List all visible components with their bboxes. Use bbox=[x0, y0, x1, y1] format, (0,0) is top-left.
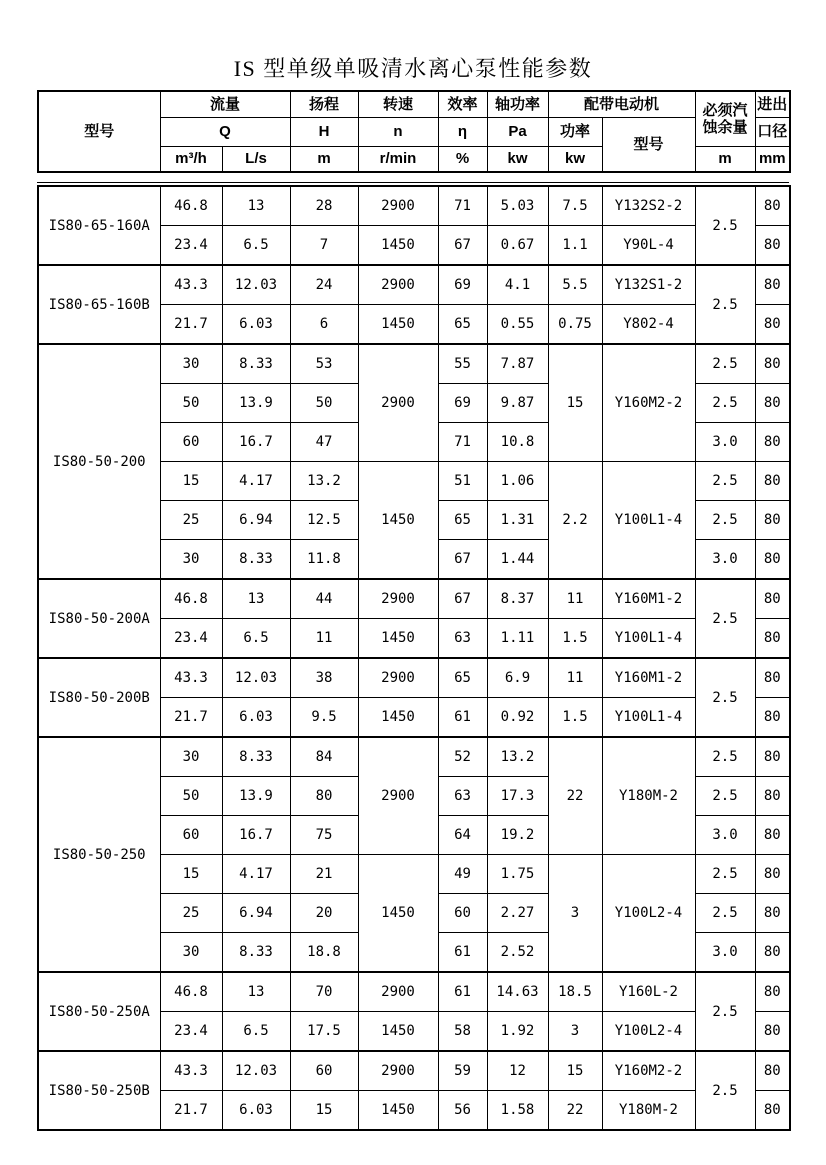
motor-model-cell: Y160M1-2 bbox=[602, 579, 695, 619]
head-cell: 13.2 bbox=[290, 462, 358, 501]
efficiency-cell: 64 bbox=[438, 816, 487, 855]
efficiency-cell: 60 bbox=[438, 894, 487, 933]
flow-ls-cell: 8.33 bbox=[222, 933, 290, 973]
npsh-cell: 2.5 bbox=[695, 777, 755, 816]
head-cell: 18.8 bbox=[290, 933, 358, 973]
speed-cell: 2900 bbox=[358, 658, 438, 698]
head-cell: 9.5 bbox=[290, 698, 358, 738]
motor-model-cell: Y100L1-4 bbox=[602, 462, 695, 580]
shaft-power-cell: 7.87 bbox=[487, 344, 548, 384]
efficiency-cell: 52 bbox=[438, 737, 487, 777]
table-row bbox=[38, 186, 790, 226]
shaft-power-cell: 0.67 bbox=[487, 226, 548, 266]
header-unit-head: m bbox=[290, 147, 358, 173]
header-flow: 流量 bbox=[160, 91, 290, 118]
npsh-cell: 3.0 bbox=[695, 933, 755, 973]
port-cell: 80 bbox=[755, 1091, 790, 1131]
port-cell: 80 bbox=[755, 972, 790, 1012]
shaft-power-cell: 6.9 bbox=[487, 658, 548, 698]
speed-cell: 2900 bbox=[358, 186, 438, 226]
header-table bbox=[37, 90, 791, 173]
header-unit-efficiency: % bbox=[438, 147, 487, 173]
shaft-power-cell: 1.75 bbox=[487, 855, 548, 894]
npsh-cell: 2.5 bbox=[695, 501, 755, 540]
efficiency-cell: 61 bbox=[438, 698, 487, 738]
motor-power-cell: 7.5 bbox=[548, 186, 602, 226]
shaft-power-cell: 4.1 bbox=[487, 265, 548, 305]
head-cell: 7 bbox=[290, 226, 358, 266]
flow-m3h-cell: 60 bbox=[160, 423, 222, 462]
flow-ls-cell: 4.17 bbox=[222, 855, 290, 894]
head-cell: 11.8 bbox=[290, 540, 358, 580]
shaft-power-cell: 2.52 bbox=[487, 933, 548, 973]
efficiency-cell: 63 bbox=[438, 777, 487, 816]
motor-power-cell: 22 bbox=[548, 737, 602, 855]
head-cell: 15 bbox=[290, 1091, 358, 1131]
flow-m3h-cell: 30 bbox=[160, 540, 222, 580]
head-cell: 21 bbox=[290, 855, 358, 894]
motor-power-cell: 22 bbox=[548, 1091, 602, 1131]
header-unit-ls: L/s bbox=[222, 147, 290, 173]
motor-power-cell: 5.5 bbox=[548, 265, 602, 305]
flow-ls-cell: 13 bbox=[222, 972, 290, 1012]
efficiency-cell: 51 bbox=[438, 462, 487, 501]
motor-power-cell: 3 bbox=[548, 1012, 602, 1052]
head-cell: 80 bbox=[290, 777, 358, 816]
header-head-symbol: H bbox=[290, 118, 358, 147]
motor-model-cell: Y160M2-2 bbox=[602, 344, 695, 462]
port-cell: 80 bbox=[755, 462, 790, 501]
speed-cell: 2900 bbox=[358, 972, 438, 1012]
efficiency-cell: 67 bbox=[438, 579, 487, 619]
motor-model-cell: Y100L1-4 bbox=[602, 619, 695, 659]
efficiency-cell: 67 bbox=[438, 540, 487, 580]
flow-m3h-cell: 46.8 bbox=[160, 186, 222, 226]
shaft-power-cell: 17.3 bbox=[487, 777, 548, 816]
flow-ls-cell: 16.7 bbox=[222, 423, 290, 462]
efficiency-cell: 67 bbox=[438, 226, 487, 266]
motor-model-cell: Y132S2-2 bbox=[602, 186, 695, 226]
speed-cell: 1450 bbox=[358, 619, 438, 659]
flow-m3h-cell: 43.3 bbox=[160, 1051, 222, 1091]
head-cell: 44 bbox=[290, 579, 358, 619]
shaft-power-cell: 14.63 bbox=[487, 972, 548, 1012]
efficiency-cell: 61 bbox=[438, 933, 487, 973]
flow-ls-cell: 13.9 bbox=[222, 777, 290, 816]
header-npsh bbox=[695, 91, 755, 147]
motor-model-cell: Y180M-2 bbox=[602, 1091, 695, 1131]
flow-ls-cell: 13 bbox=[222, 186, 290, 226]
motor-power-cell: 0.75 bbox=[548, 305, 602, 345]
port-cell: 80 bbox=[755, 816, 790, 855]
speed-cell: 1450 bbox=[358, 855, 438, 973]
model-cell: IS80-50-250B bbox=[38, 1051, 160, 1130]
shaft-power-cell: 0.92 bbox=[487, 698, 548, 738]
shaft-power-cell: 13.2 bbox=[487, 737, 548, 777]
speed-cell: 2900 bbox=[358, 737, 438, 855]
npsh-cell: 2.5 bbox=[695, 972, 755, 1051]
flow-ls-cell: 6.94 bbox=[222, 894, 290, 933]
npsh-cell: 2.5 bbox=[695, 462, 755, 501]
port-cell: 80 bbox=[755, 1051, 790, 1091]
flow-m3h-cell: 43.3 bbox=[160, 265, 222, 305]
shaft-power-cell: 1.06 bbox=[487, 462, 548, 501]
npsh-cell: 2.5 bbox=[695, 894, 755, 933]
flow-m3h-cell: 23.4 bbox=[160, 619, 222, 659]
head-cell: 47 bbox=[290, 423, 358, 462]
flow-ls-cell: 13.9 bbox=[222, 384, 290, 423]
header-row-1 bbox=[38, 91, 790, 118]
head-cell: 50 bbox=[290, 384, 358, 423]
efficiency-cell: 59 bbox=[438, 1051, 487, 1091]
flow-ls-cell: 12.03 bbox=[222, 1051, 290, 1091]
npsh-cell: 2.5 bbox=[695, 1051, 755, 1130]
shaft-power-cell: 5.03 bbox=[487, 186, 548, 226]
header-motor-power: 功率 bbox=[548, 118, 602, 147]
model-cell: IS80-65-160A bbox=[38, 186, 160, 265]
header-efficiency: 效率 bbox=[438, 91, 487, 118]
header-motor-group: 配带电动机 bbox=[548, 91, 695, 118]
speed-cell: 1450 bbox=[358, 462, 438, 580]
flow-m3h-cell: 46.8 bbox=[160, 579, 222, 619]
efficiency-cell: 69 bbox=[438, 384, 487, 423]
speed-cell: 1450 bbox=[358, 305, 438, 345]
flow-m3h-cell: 21.7 bbox=[160, 305, 222, 345]
model-cell: IS80-50-250A bbox=[38, 972, 160, 1051]
head-cell: 70 bbox=[290, 972, 358, 1012]
speed-cell: 2900 bbox=[358, 265, 438, 305]
shaft-power-cell: 1.92 bbox=[487, 1012, 548, 1052]
table-row bbox=[38, 344, 790, 384]
efficiency-cell: 65 bbox=[438, 305, 487, 345]
npsh-cell: 3.0 bbox=[695, 816, 755, 855]
shaft-power-cell: 1.58 bbox=[487, 1091, 548, 1131]
table-row bbox=[38, 1051, 790, 1091]
shaft-power-cell: 9.87 bbox=[487, 384, 548, 423]
flow-ls-cell: 6.5 bbox=[222, 619, 290, 659]
motor-model-cell: Y100L2-4 bbox=[602, 1012, 695, 1052]
header-port-line2: 口径 bbox=[755, 118, 790, 147]
flow-m3h-cell: 60 bbox=[160, 816, 222, 855]
motor-model-cell: Y180M-2 bbox=[602, 737, 695, 855]
flow-m3h-cell: 25 bbox=[160, 894, 222, 933]
flow-m3h-cell: 50 bbox=[160, 384, 222, 423]
efficiency-cell: 58 bbox=[438, 1012, 487, 1052]
motor-power-cell: 1.1 bbox=[548, 226, 602, 266]
table-row bbox=[38, 737, 790, 777]
header-shaft-power-symbol: Pa bbox=[487, 118, 548, 147]
flow-ls-cell: 6.03 bbox=[222, 698, 290, 738]
shaft-power-cell: 1.31 bbox=[487, 501, 548, 540]
flow-ls-cell: 6.5 bbox=[222, 226, 290, 266]
head-cell: 53 bbox=[290, 344, 358, 384]
flow-ls-cell: 6.03 bbox=[222, 305, 290, 345]
port-cell: 80 bbox=[755, 344, 790, 384]
efficiency-cell: 63 bbox=[438, 619, 487, 659]
motor-power-cell: 1.5 bbox=[548, 698, 602, 738]
motor-power-cell: 2.2 bbox=[548, 462, 602, 580]
motor-power-cell: 1.5 bbox=[548, 619, 602, 659]
speed-cell: 2900 bbox=[358, 344, 438, 462]
speed-cell: 2900 bbox=[358, 579, 438, 619]
header-flow-symbol: Q bbox=[160, 118, 290, 147]
head-cell: 20 bbox=[290, 894, 358, 933]
motor-power-cell: 11 bbox=[548, 579, 602, 619]
header-motor-model: 型号 bbox=[602, 118, 695, 173]
flow-m3h-cell: 21.7 bbox=[160, 698, 222, 738]
efficiency-cell: 65 bbox=[438, 658, 487, 698]
motor-power-cell: 15 bbox=[548, 1051, 602, 1091]
port-cell: 80 bbox=[755, 894, 790, 933]
efficiency-cell: 65 bbox=[438, 501, 487, 540]
port-cell: 80 bbox=[755, 619, 790, 659]
flow-m3h-cell: 25 bbox=[160, 501, 222, 540]
header-shaft-power: 轴功率 bbox=[487, 91, 548, 118]
npsh-cell: 2.5 bbox=[695, 579, 755, 658]
table-row bbox=[38, 579, 790, 619]
shaft-power-cell: 2.27 bbox=[487, 894, 548, 933]
header-efficiency-symbol: η bbox=[438, 118, 487, 147]
header-unit-m3h: m³/h bbox=[160, 147, 222, 173]
header-unit-npsh: m bbox=[695, 147, 755, 173]
efficiency-cell: 55 bbox=[438, 344, 487, 384]
port-cell: 80 bbox=[755, 226, 790, 266]
flow-m3h-cell: 15 bbox=[160, 855, 222, 894]
shaft-power-cell: 19.2 bbox=[487, 816, 548, 855]
flow-ls-cell: 8.33 bbox=[222, 344, 290, 384]
head-cell: 38 bbox=[290, 658, 358, 698]
head-cell: 75 bbox=[290, 816, 358, 855]
flow-m3h-cell: 50 bbox=[160, 777, 222, 816]
motor-power-cell: 3 bbox=[548, 855, 602, 973]
npsh-cell: 3.0 bbox=[695, 423, 755, 462]
header-npsh-line1: 必须汽 bbox=[702, 101, 748, 119]
shaft-power-cell: 8.37 bbox=[487, 579, 548, 619]
port-cell: 80 bbox=[755, 855, 790, 894]
header-speed-symbol: n bbox=[358, 118, 438, 147]
table-row bbox=[38, 265, 790, 305]
flow-ls-cell: 8.33 bbox=[222, 540, 290, 580]
flow-m3h-cell: 23.4 bbox=[160, 226, 222, 266]
header-head: 扬程 bbox=[290, 91, 358, 118]
flow-m3h-cell: 30 bbox=[160, 344, 222, 384]
motor-model-cell: Y100L1-4 bbox=[602, 698, 695, 738]
head-cell: 24 bbox=[290, 265, 358, 305]
data-table bbox=[37, 185, 791, 1131]
table-row bbox=[38, 972, 790, 1012]
motor-model-cell: Y160M1-2 bbox=[602, 658, 695, 698]
motor-model-cell: Y160M2-2 bbox=[602, 1051, 695, 1091]
flow-ls-cell: 12.03 bbox=[222, 658, 290, 698]
flow-m3h-cell: 30 bbox=[160, 933, 222, 973]
shaft-power-cell: 1.11 bbox=[487, 619, 548, 659]
port-cell: 80 bbox=[755, 579, 790, 619]
speed-cell: 2900 bbox=[358, 1051, 438, 1091]
model-cell: IS80-65-160B bbox=[38, 265, 160, 344]
port-cell: 80 bbox=[755, 186, 790, 226]
port-cell: 80 bbox=[755, 540, 790, 580]
shaft-power-cell: 12 bbox=[487, 1051, 548, 1091]
page-title: IS 型单级单吸清水离心泵性能参数 bbox=[233, 56, 593, 81]
port-cell: 80 bbox=[755, 698, 790, 738]
shaft-power-cell: 10.8 bbox=[487, 423, 548, 462]
head-cell: 17.5 bbox=[290, 1012, 358, 1052]
flow-ls-cell: 6.03 bbox=[222, 1091, 290, 1131]
header-port-line1: 进出 bbox=[755, 91, 790, 118]
flow-m3h-cell: 21.7 bbox=[160, 1091, 222, 1131]
motor-model-cell: Y100L2-4 bbox=[602, 855, 695, 973]
head-cell: 11 bbox=[290, 619, 358, 659]
table-row bbox=[38, 658, 790, 698]
motor-power-cell: 11 bbox=[548, 658, 602, 698]
shaft-power-cell: 1.44 bbox=[487, 540, 548, 580]
flow-m3h-cell: 46.8 bbox=[160, 972, 222, 1012]
efficiency-cell: 69 bbox=[438, 265, 487, 305]
header-model: 型号 bbox=[38, 91, 160, 172]
motor-power-cell: 18.5 bbox=[548, 972, 602, 1012]
efficiency-cell: 49 bbox=[438, 855, 487, 894]
port-cell: 80 bbox=[755, 423, 790, 462]
flow-ls-cell: 13 bbox=[222, 579, 290, 619]
motor-model-cell: Y802-4 bbox=[602, 305, 695, 345]
npsh-cell: 2.5 bbox=[695, 737, 755, 777]
motor-power-cell: 15 bbox=[548, 344, 602, 462]
npsh-cell: 2.5 bbox=[695, 855, 755, 894]
head-cell: 28 bbox=[290, 186, 358, 226]
shaft-power-cell: 0.55 bbox=[487, 305, 548, 345]
npsh-cell: 2.5 bbox=[695, 344, 755, 384]
model-cell: IS80-50-200 bbox=[38, 344, 160, 579]
flow-ls-cell: 16.7 bbox=[222, 816, 290, 855]
head-cell: 6 bbox=[290, 305, 358, 345]
model-cell: IS80-50-200A bbox=[38, 579, 160, 658]
flow-ls-cell: 8.33 bbox=[222, 737, 290, 777]
port-cell: 80 bbox=[755, 737, 790, 777]
efficiency-cell: 61 bbox=[438, 972, 487, 1012]
efficiency-cell: 71 bbox=[438, 186, 487, 226]
flow-ls-cell: 4.17 bbox=[222, 462, 290, 501]
flow-m3h-cell: 15 bbox=[160, 462, 222, 501]
speed-cell: 1450 bbox=[358, 226, 438, 266]
flow-m3h-cell: 30 bbox=[160, 737, 222, 777]
header-npsh-line2: 蚀余量 bbox=[702, 119, 748, 136]
speed-cell: 1450 bbox=[358, 698, 438, 738]
header-unit-port: mm bbox=[755, 147, 790, 173]
npsh-cell: 2.5 bbox=[695, 658, 755, 737]
port-cell: 80 bbox=[755, 265, 790, 305]
flow-ls-cell: 6.5 bbox=[222, 1012, 290, 1052]
head-cell: 60 bbox=[290, 1051, 358, 1091]
port-cell: 80 bbox=[755, 501, 790, 540]
efficiency-cell: 71 bbox=[438, 423, 487, 462]
npsh-cell: 3.0 bbox=[695, 540, 755, 580]
flow-ls-cell: 12.03 bbox=[222, 265, 290, 305]
model-cell: IS80-50-250 bbox=[38, 737, 160, 972]
motor-model-cell: Y90L-4 bbox=[602, 226, 695, 266]
motor-model-cell: Y160L-2 bbox=[602, 972, 695, 1012]
port-cell: 80 bbox=[755, 933, 790, 973]
port-cell: 80 bbox=[755, 1012, 790, 1052]
speed-cell: 1450 bbox=[358, 1091, 438, 1131]
header-unit-speed: r/min bbox=[358, 147, 438, 173]
port-cell: 80 bbox=[755, 384, 790, 423]
npsh-cell: 2.5 bbox=[695, 384, 755, 423]
header-speed: 转速 bbox=[358, 91, 438, 118]
npsh-cell: 2.5 bbox=[695, 265, 755, 344]
speed-cell: 1450 bbox=[358, 1012, 438, 1052]
head-cell: 84 bbox=[290, 737, 358, 777]
head-cell: 12.5 bbox=[290, 501, 358, 540]
flow-ls-cell: 6.94 bbox=[222, 501, 290, 540]
port-cell: 80 bbox=[755, 305, 790, 345]
port-cell: 80 bbox=[755, 777, 790, 816]
flow-m3h-cell: 23.4 bbox=[160, 1012, 222, 1052]
port-cell: 80 bbox=[755, 658, 790, 698]
header-unit-motor-power: kw bbox=[548, 147, 602, 173]
data-table-body bbox=[38, 186, 790, 1130]
flow-m3h-cell: 43.3 bbox=[160, 658, 222, 698]
header-unit-shaft-power: kw bbox=[487, 147, 548, 173]
motor-model-cell: Y132S1-2 bbox=[602, 265, 695, 305]
model-cell: IS80-50-200B bbox=[38, 658, 160, 737]
efficiency-cell: 56 bbox=[438, 1091, 487, 1131]
npsh-cell: 2.5 bbox=[695, 186, 755, 265]
